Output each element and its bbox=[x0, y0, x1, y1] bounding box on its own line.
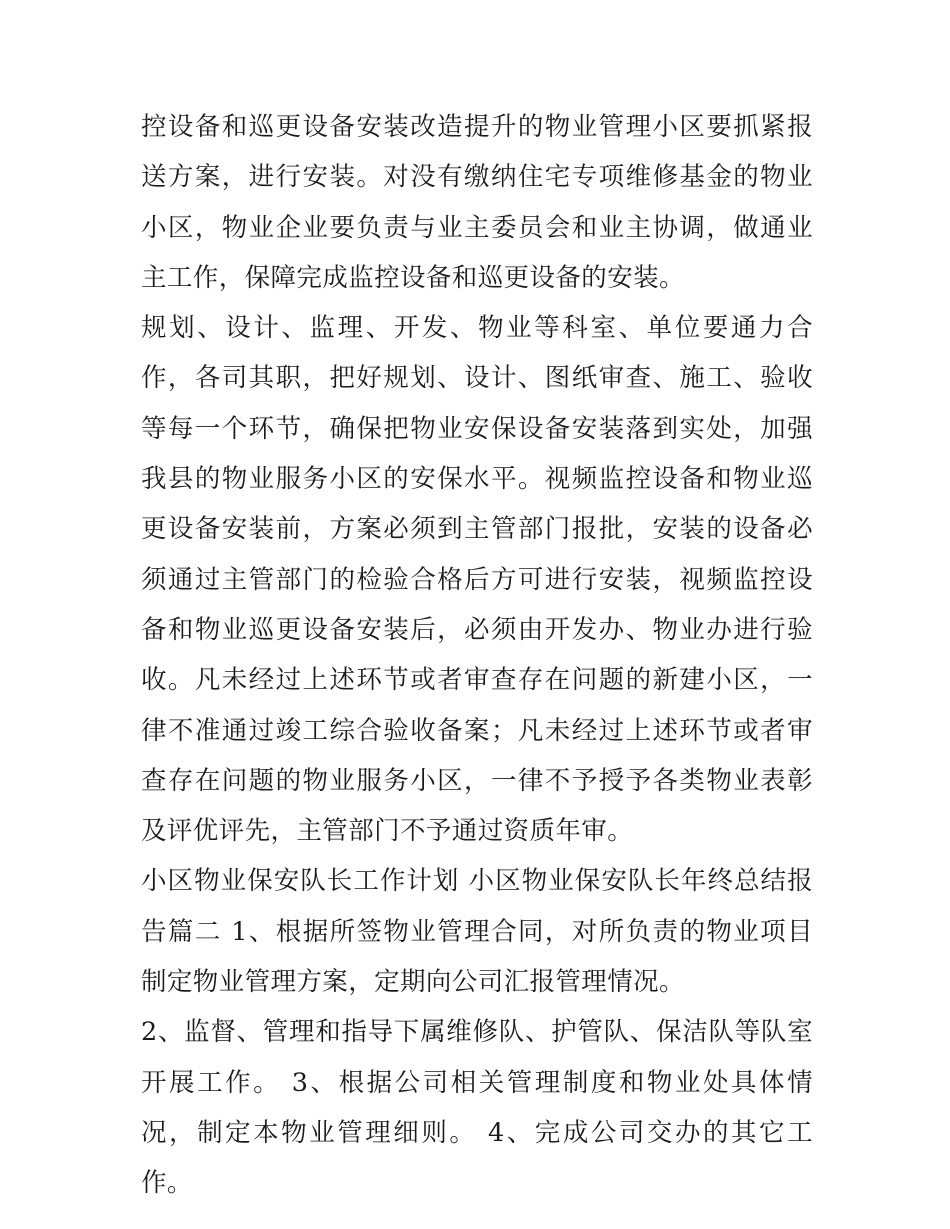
document-body bbox=[141, 102, 813, 1209]
paragraph-2: 规划、设计、监理、开发、物业等科室、单位要通力合作，各司其职，把好规划、设计、图纸审查、施工、验收等每一个环节，确保把物业安保设备安装落到实处，加强我县的物业服务小区的安保水平。视频监控设备和物业巡更设备安装前，方案必须到主管部门报批，安装的设备必须通过主管部门的检验合格后方可进行安装，视频监控设备和物业巡更设备安装后，必须由开发办、物业办进行验收。凡未经过上述环节或者审查存在问题的新建小区，一律不准通过竣工综合验收备案；凡未经过上述环节或者审查存在问题的物业服务小区，一律不予授予各类物业表彰及评优评先，主管部门不予通过资质年审。 bbox=[141, 313, 813, 847]
paragraph-4: 2、监督、管理和指导下属维修队、护管队、保洁队等队室开展工作。 3、根据公司相关管理制度和物业处具体情况，制定本物业管理细则。 4、完成公司交办的其它工作。 bbox=[141, 1017, 813, 1199]
paragraph-1: 控设备和巡更设备安装改造提升的物业管理小区要抓紧报送方案，进行安装。对没有缴纳住宅专项维修基金的物业小区，物业企业要负责与业主委员会和业主协调，做通业主工作，保障完成监控设备和巡更设备的安装。 bbox=[141, 112, 813, 293]
paragraph-3: 小区物业保安队长工作计划 小区物业保安队长年终总结报告篇二 1、根据所签物业管理合同，对所负责的物业项目制定物业管理方案，定期向公司汇报管理情况。 bbox=[141, 866, 813, 998]
